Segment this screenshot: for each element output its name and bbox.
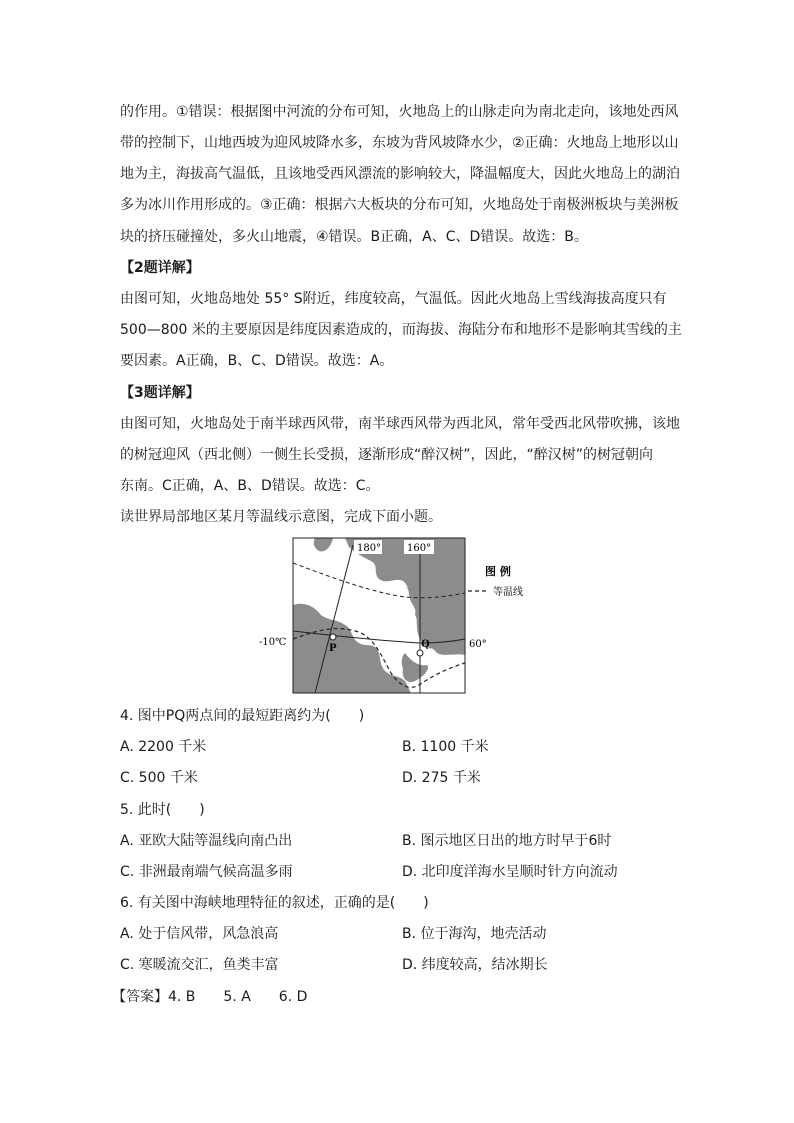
paragraph3-line2: 的树冠迎风（西北侧）一侧生长受损，逐渐形成“醉汉树”，因此，“醉汉树”的树冠朝向 [120,447,654,463]
paragraph1-line4: 多为冰川作用形成的。③正确：根据六大板块的分布可知，火地岛处于南极洲板块与美洲板 [120,197,679,213]
point-P [330,634,336,640]
label-180: 180° [357,543,382,554]
label-160: 160° [407,543,432,554]
label-60: 60° [469,639,487,650]
heading-q2: 【2题详解】 [120,260,200,276]
q5-stem: 5. 此时( ) [120,802,205,818]
q4-option-c: C. 500 千米 [120,770,198,786]
q5-option-a: A. 亚欧大陆等温线向南凸出 [120,833,293,849]
q6-option-d: D. 纬度较高，结冰期长 [402,957,548,973]
heading-q3: 【3题详解】 [120,385,200,401]
q6-option-c: C. 寒暖流交汇，鱼类丰富 [120,957,279,973]
point-Q [417,650,423,656]
q4-option-d: D. 275 千米 [402,770,481,786]
q5-option-c: C. 非洲最南端气候高温多雨 [120,864,293,880]
legend-title: 图 例 [485,565,511,578]
paragraph3-line1: 由图可知，火地岛处于南半球西风带，南半球西风带为西北风，常年受西北风带吹拂，该地 [120,416,680,432]
paragraph1-line1: 的作用。①错误：根据图中河流的分布可知，火地岛上的山脉走向为南北走向，该地处西风 [120,104,679,120]
paragraph1-line5: 块的挤压碰撞处，多火山地震，④错误。B正确，A、C、D错误。故选：B。 [120,229,588,245]
paragraph3-line3: 东南。C正确，A、B、D错误。故选：C。 [120,478,380,494]
label-temp: -10℃ [259,637,287,648]
paragraph2-line1: 由图可知，火地岛地处 55° S附近，纬度较高，气温低。因此火地岛上雪线海拔高度只有 [120,291,667,307]
legend-item: 等温线 [493,587,523,598]
paragraph1-line3: 地为主，海拔高气温低，且该地受西风漂流的影响较大，降温幅度大，因此火地岛上的湖泊 [120,166,680,182]
paragraph2-line3: 要因素。A正确，B、C、D错误。故选：A。 [120,353,394,369]
label-Q: Q [421,639,430,650]
q6-stem: 6. 有关图中海峡地理特征的叙述，正确的是( ) [120,895,429,911]
q4-option-b: B. 1100 千米 [402,739,489,755]
q5-option-b: B. 图示地区日出的地方时早于6时 [402,833,612,849]
q4-option-a: A. 2200 千米 [120,739,207,755]
paragraph1-line2: 带的控制下，山地西坡为迎风坡降水多，东坡为背风坡降水少，②正确：火地岛上地形以山 [120,135,679,151]
q6-option-a: A. 处于信风带，风急浪高 [120,926,279,942]
label-P: P [329,643,337,654]
q6-option-b: B. 位于海沟，地壳活动 [402,926,547,942]
q4-stem: 4. 图中PQ两点间的最短距离约为( ) [120,708,365,724]
answer-line: 【答案】4. B 5. A 6. D [112,989,308,1005]
q5-option-d: D. 北印度洋海水呈顺时针方向流动 [402,864,618,880]
intro-text: 读世界局部地区某月等温线示意图，完成下面小题。 [120,509,442,525]
paragraph2-line2: 500—800 米的主要原因是纬度因素造成的，而海拔、海陆分布和地形不是影响其雪线的主 [120,322,682,338]
isotherm-map [255,535,545,697]
